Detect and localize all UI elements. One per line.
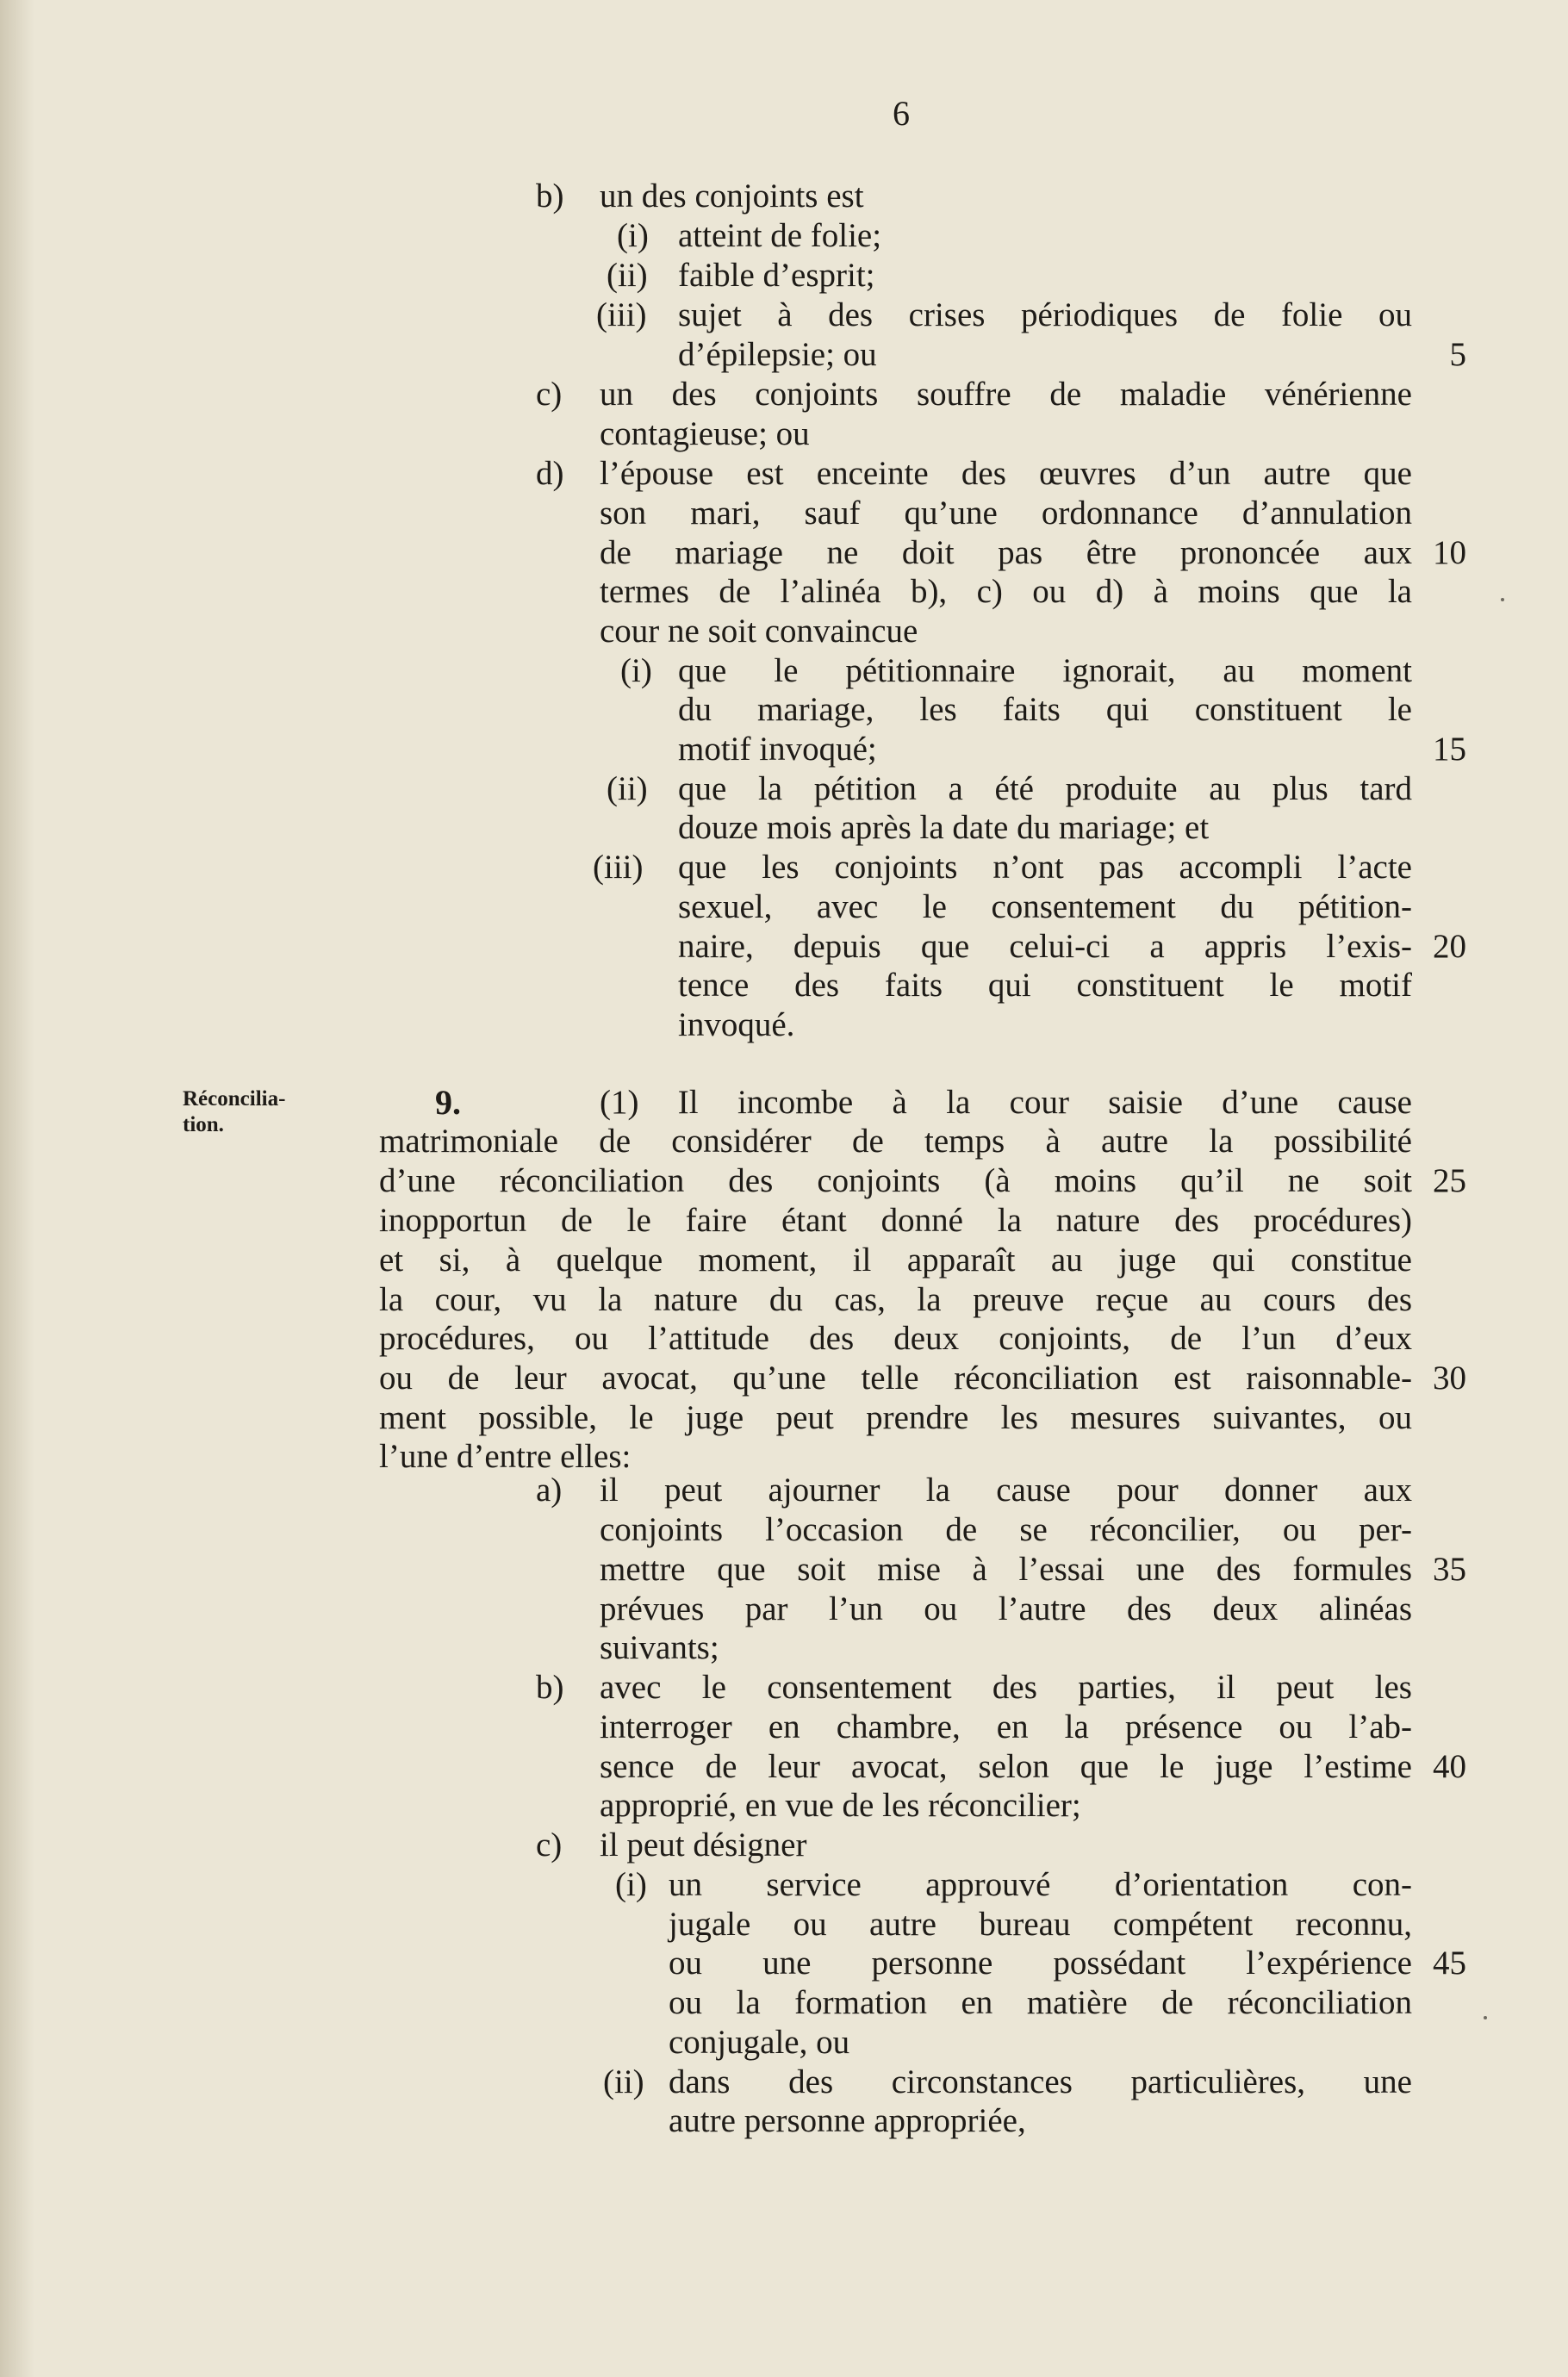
text-line: jugale ou autre bureau compétent reconnu, [669,1906,1412,1943]
text-line: termes de l’alinéa b), c) ou d) à moins que la [600,573,1412,610]
line-number: 40 [1433,1748,1466,1785]
text-line: invoqué. [678,1006,795,1043]
line-number: 15 [1433,731,1466,768]
text-line: approprié, en vue de les réconcilier; [600,1787,1081,1824]
subparagraph-label: (i) [615,1866,647,1903]
text-line: autre personne appropriée, [669,2102,1026,2139]
line-number: 10 [1433,534,1466,571]
text-line: atteint de folie; [678,217,882,254]
text-line: prévues par l’un ou l’autre des deux alinéas [600,1590,1412,1627]
text-line: la cour, vu la nature du cas, la preuve reçue au cours des [379,1281,1412,1318]
paragraph-label: a) [536,1472,563,1509]
text-line: que les conjoints n’ont pas accompli l’acte [678,849,1412,886]
text-line: (1) Il incombe à la cour saisie d’une cause [600,1084,1412,1121]
text-line: d’une réconciliation des conjoints (à moins qu’il ne soit [379,1162,1412,1199]
text-line: motif invoqué; [678,731,877,768]
text-line: sujet à des crises périodiques de folie ou [678,296,1412,333]
text-line: de mariage ne doit pas être prononcée aux [600,534,1412,571]
margin-note-line: tion. [183,1113,224,1136]
text-line: l’épouse est enceinte des œuvres d’un autre que [600,455,1412,492]
line-number: 45 [1433,1945,1466,1982]
line-number: 35 [1433,1551,1466,1588]
paragraph-label: b) [536,177,564,215]
text-line: sence de leur avocat, selon que le juge l’estime [600,1748,1412,1785]
text-line: conjugale, ou [669,2024,850,2061]
text-line: son mari, sauf qu’une ordonnance d’annulation [600,495,1412,532]
subparagraph-label: (ii) [607,257,648,294]
text-line: mettre que soit mise à l’essai une des formules [600,1551,1412,1588]
subparagraph-label: (iii) [596,296,647,333]
line-number: 25 [1433,1162,1466,1199]
text-line: et si, à quelque moment, il apparaît au juge qui constitue [379,1241,1412,1279]
text-line: un service approuvé d’orientation con- [669,1866,1412,1903]
page-edge-shadow [0,0,34,2377]
text-line: douze mois après la date du mariage; et [678,809,1210,846]
text-line: dans des circonstances particulières, une [669,2063,1412,2100]
text-line: contagieuse; ou [600,415,810,452]
paper-speck [1501,598,1504,601]
paragraph-label: c) [536,1826,563,1864]
line-number: 30 [1433,1360,1466,1397]
text-line: conjoints l’occasion de se réconcilier, ou per- [600,1511,1412,1548]
paper-speck [1484,2016,1487,2019]
text-line: faible d’esprit; [678,257,875,294]
text-line: que la pétition a été produite au plus tard [678,770,1412,807]
text-line: il peut ajourner la cause pour donner aux [600,1472,1412,1509]
subparagraph-label: (i) [617,217,649,254]
text-line: ou une personne possédant l’expérience [669,1945,1412,1982]
section-number: 9. [435,1083,461,1122]
text-line: cour ne soit convaincue [600,613,918,650]
text-line: l’une d’entre elles: [379,1438,632,1475]
text-line: que le pétitionnaire ignorait, au moment [678,652,1412,689]
text-line: ou la formation en matière de réconciliation [669,1984,1412,2021]
text-line: interroger en chambre, en la présence ou l’ab- [600,1708,1412,1745]
paragraph-label: d) [536,455,564,492]
text-line: naire, depuis que celui-ci a appris l’exis- [678,928,1412,965]
text-line: sexuel, avec le consentement du pétition- [678,888,1412,925]
text-line: d’épilepsie; ou [678,336,877,373]
text-line: un des conjoints souffre de maladie vénérienne [600,376,1412,413]
text-line: ou de leur avocat, qu’une telle réconciliation est raisonnable- [379,1360,1412,1397]
subparagraph-label: (iii) [593,849,644,886]
text-line: tence des faits qui constituent le motif [678,967,1412,1004]
paragraph-label: b) [536,1669,564,1706]
line-number: 20 [1433,928,1466,965]
margin-note-line: Réconcilia- [183,1087,286,1111]
text-line: matrimoniale de considérer de temps à autre la possibilité [379,1123,1412,1160]
subparagraph-label: (ii) [603,2063,644,2100]
paragraph-label: c) [536,376,563,413]
text-line: ment possible, le juge peut prendre les mesures suivantes, ou [379,1399,1412,1436]
line-number: 5 [1449,336,1466,373]
text-line: avec le consentement des parties, il peut les [600,1669,1412,1706]
text-line: suivants; [600,1629,719,1666]
subparagraph-label: (ii) [607,770,648,807]
page-number: 6 [893,94,910,133]
text-line: il peut désigner [600,1826,807,1864]
text-line: un des conjoints est [600,177,864,215]
subparagraph-label: (i) [620,652,652,689]
text-line: procédures, ou l’attitude des deux conjoints, de l’un d’eux [379,1320,1412,1357]
text-line: inopportun de le faire étant donné la nature des procédures) [379,1202,1412,1239]
text-line: du mariage, les faits qui constituent le [678,691,1412,728]
